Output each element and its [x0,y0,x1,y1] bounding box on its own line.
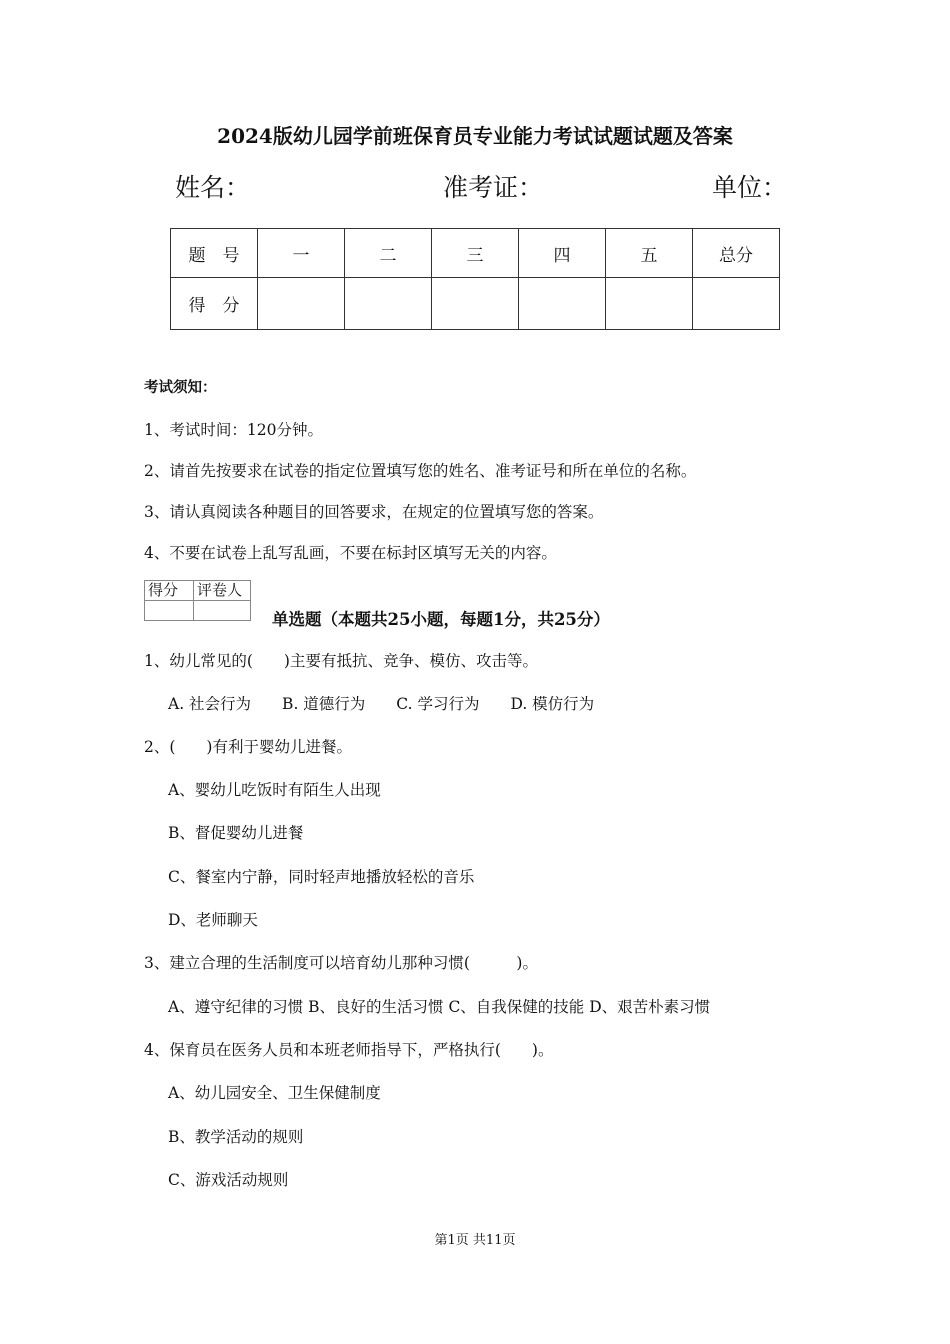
question-3: 3、建立合理的生活制度可以培育幼儿那种习惯( )。 [144,954,538,972]
header-cell-1: 一 [258,229,345,278]
score-row-label: 得 分 [171,278,258,330]
notice-item: 3、请认真阅读各种题目的回答要求，在规定的位置填写您的答案。 [144,503,604,521]
score-cell-1[interactable] [258,278,345,330]
score-cell-5[interactable] [606,278,693,330]
unit-field-label: 单位： [712,173,788,202]
header-cell-5: 五 [606,229,693,278]
question-1-options: A. 社会行为 B. 道德行为 C. 学习行为 D. 模仿行为 [168,695,595,713]
grader-score-label: 得分 [145,581,194,601]
question-2-option-a: A、婴幼儿吃饭时有陌生人出现 [168,781,381,799]
notice-item: 2、请首先按要求在试卷的指定位置填写您的姓名、准考证号和所在单位的名称。 [144,462,697,480]
score-table-score-row [171,278,780,330]
grader-box [144,580,251,621]
header-cell-4: 四 [519,229,606,278]
question-2: 2、( )有利于婴幼儿进餐。 [144,738,352,756]
exam-id-field-label: 准考证： [443,173,544,202]
name-field-label: 姓名： [175,173,251,202]
page-title: 2024版幼儿园学前班保育员专业能力考试试题试题及答案 [217,124,733,148]
header-cell-total: 总分 [693,229,780,278]
notice-item: 4、不要在试卷上乱写乱画，不要在标封区填写无关的内容。 [144,544,557,562]
score-table [170,228,780,330]
notice-item: 1、考试时间：120分钟。 [144,421,323,439]
question-3-options: A、遵守纪律的习惯 B、良好的生活习惯 C、自我保健的技能 D、艰苦朴素习惯 [168,998,711,1016]
score-cell-3[interactable] [432,278,519,330]
question-2-option-b: B、督促婴幼儿进餐 [168,824,304,842]
grader-name-cell[interactable] [194,601,251,621]
header-cell-2: 二 [345,229,432,278]
score-cell-2[interactable] [345,278,432,330]
score-cell-4[interactable] [519,278,606,330]
score-table-header-row [171,229,780,278]
grader-name-label: 评卷人 [194,581,251,601]
question-4: 4、保育员在医务人员和本班老师指导下，严格执行( )。 [144,1041,554,1059]
score-cell-total[interactable] [693,278,780,330]
grader-score-cell[interactable] [145,601,194,621]
section-title: 单选题（本题共25小题，每题1分，共25分） [272,610,610,629]
notice-heading: 考试须知： [144,379,217,396]
question-1: 1、幼儿常见的( )主要有抵抗、竞争、模仿、攻击等。 [144,652,538,670]
question-4-option-b: B、教学活动的规则 [168,1128,304,1146]
header-cell-label: 题 号 [171,229,258,278]
question-4-option-a: A、幼儿园安全、卫生保健制度 [168,1084,381,1102]
page-footer: 第1页 共11页 [434,1233,516,1248]
question-2-option-d: D、老师聊天 [168,911,258,929]
header-cell-3: 三 [432,229,519,278]
question-2-option-c: C、餐室内宁静，同时轻声地播放轻松的音乐 [168,868,475,886]
question-4-option-c: C、游戏活动规则 [168,1171,289,1189]
